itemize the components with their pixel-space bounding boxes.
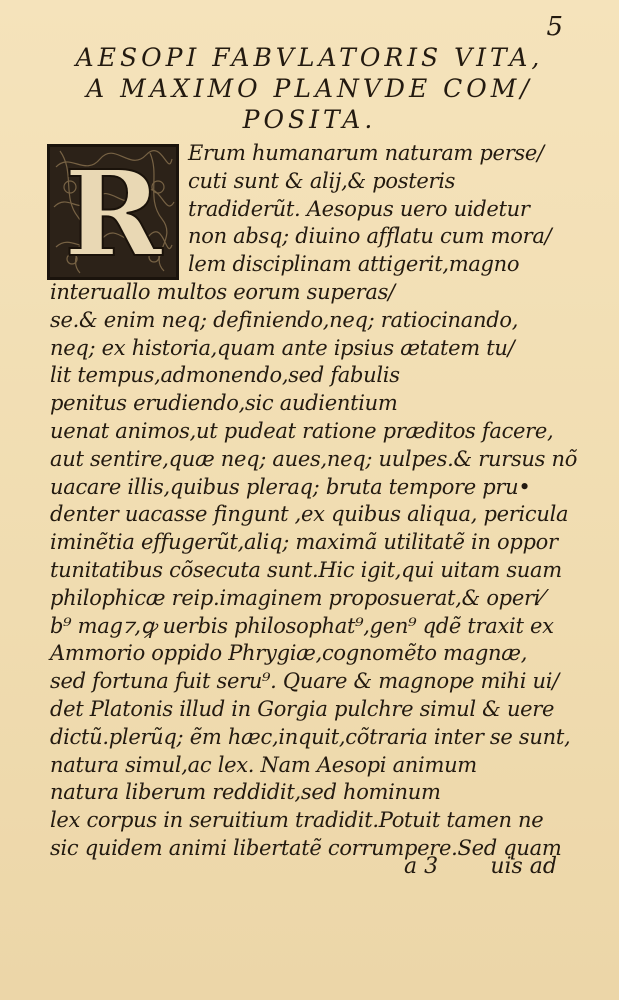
text-line: denter uacasse fingunt ,ex quibus aliqua, pericula [50,502,569,527]
text-line: penitus erudiendo,sic audientium [50,391,398,416]
text-line: se.& enim neq; definiendo,neq; ratiocinando, [50,307,519,332]
svg-text:R: R [63,147,163,277]
text-line: dictũ.plerũq; ẽm hæc,inquit,cõtraria inter se sunt, [50,724,571,749]
text-line: lem disciplinam attigerit,magno [188,252,520,277]
text-line: sed fortuna fuit seru⁹. Quare & magnope mihi ui/ [50,669,559,694]
text-line: sic quidem animi libertatẽ corrumpere.Sed quam [50,835,562,860]
text-line: Ammorio oppido Phrygiæ,cognomẽto magnæ, [50,641,528,666]
text-line: tunitatibus cõsecuta sunt.Hic igit,qui uitam suam [50,557,562,582]
text-line: aut sentire,quæ neq; aues,neq; uulpes.& rursus nõ [50,446,578,471]
text-line: neq; ex historia,quam ante ipsius ætatem tu/ [50,335,515,360]
text-line: uenat animos,ut pudeat ratione præditos facere, [50,418,554,443]
folio-number: 5 [546,12,563,42]
text-line: lex corpus in seruitium tradidit.Potuit tamen ne [50,808,544,833]
text-line: det Platonis illud in Gorgia pulchre simul & uere [50,696,555,721]
text-line: lit tempus,admonendo,sed fabulis [50,363,400,388]
catchword: uis ad [490,854,557,879]
text-line: philophicæ reip.imaginem proposuerat,& operi⁄ [50,585,544,610]
text-line: natura simul,ac lex. Nam Aesopi animum [50,752,477,777]
text-line: non absq; diuino afflatu cum mora/ [188,224,552,249]
body-text [50,140,578,863]
text-line: natura liberum reddidit,sed hominum [50,780,441,805]
chapter-title [0,42,619,135]
title-line: POSITA. [242,105,377,134]
text-line: uacare illis,quibus pleraq; bruta tempore pru• [50,474,531,499]
title-line: A MAXIMO PLANVDE COM/ [86,74,533,103]
page-footer [0,854,619,884]
text-line: Erum humanarum naturam perse/ [188,141,544,165]
text-line: tradiderũt. Aesopus uero uidetur [188,196,530,221]
text-line: b⁹ mag⁊,ꝙ uerbis philosophat⁹,gen⁹ qdẽ traxit ex [50,613,554,638]
text-line: iminẽtia effugerũt,aliq; maximã utilitatẽ in oppor [50,530,558,555]
text-line: interuallo multos eorum superas/ [50,279,395,304]
title-line: AESOPI FABVLATORIS VITA, [75,43,544,72]
signature-mark: a 3 [404,854,439,879]
text-line: cuti sunt & alij,& posteris [188,168,456,193]
